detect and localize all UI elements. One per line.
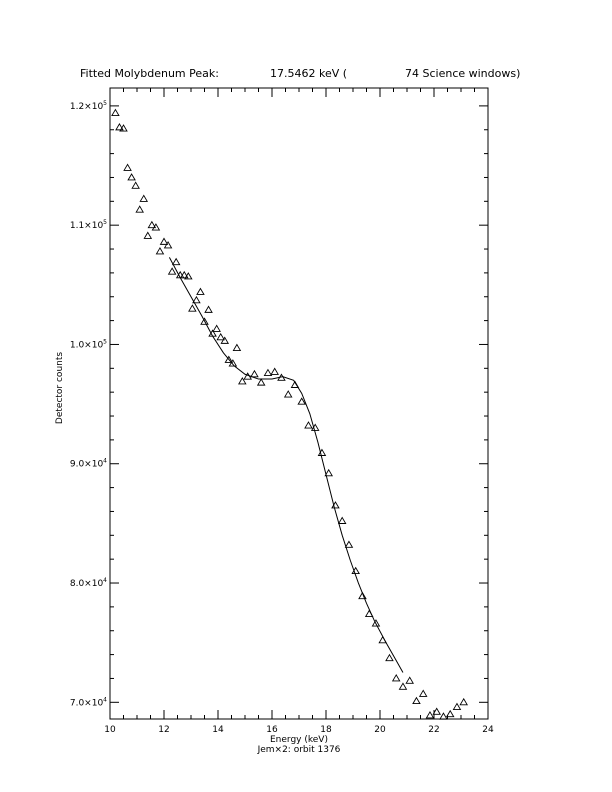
y-tick-label: $9.0\times 10^4$ <box>69 457 107 470</box>
y-tick-label: $1.0\times 10^5$ <box>69 338 107 351</box>
data-point-triangle <box>161 238 168 244</box>
data-points <box>112 110 467 720</box>
y-tick-label: $8.0\times 10^4$ <box>69 577 107 590</box>
data-point-triangle <box>205 306 212 312</box>
data-point-triangle <box>285 391 292 397</box>
data-point-triangle <box>173 259 180 265</box>
x-tick-label: 16 <box>266 725 278 735</box>
x-tick-label: 10 <box>104 725 116 735</box>
y-tick-label: $1.1\times 10^5$ <box>69 219 107 232</box>
chart-title-windows: 74 Science windows) <box>405 67 521 80</box>
data-point-triangle <box>169 268 176 274</box>
data-point-triangle <box>140 195 147 201</box>
data-point-triangle <box>251 371 258 377</box>
data-point-triangle <box>264 370 271 376</box>
x-tick-label: 24 <box>482 725 494 735</box>
data-point-triangle <box>124 164 131 170</box>
data-point-triangle <box>144 232 151 238</box>
data-point-triangle <box>132 182 139 188</box>
fit-curve <box>169 257 403 672</box>
data-point-triangle <box>258 379 265 385</box>
data-point-triangle <box>460 699 467 705</box>
data-point-triangle <box>271 368 278 374</box>
data-point-triangle <box>386 655 393 661</box>
data-point-triangle <box>233 345 240 351</box>
data-point-triangle <box>197 288 204 294</box>
y-tick-label: $1.2\times 10^5$ <box>69 99 107 112</box>
data-point-triangle <box>453 704 460 710</box>
data-point-triangle <box>217 334 224 340</box>
data-point-triangle <box>413 698 420 704</box>
chart-title-label: Fitted Molybdenum Peak: <box>80 67 219 80</box>
data-point-triangle <box>128 174 135 180</box>
data-point-triangle <box>305 422 312 428</box>
data-point-triangle <box>116 124 123 130</box>
data-point-triangle <box>165 242 172 248</box>
fit-curve-path <box>169 257 403 672</box>
data-point-triangle <box>393 675 400 681</box>
data-point-triangle <box>339 517 346 523</box>
x-tick-label: 20 <box>374 725 386 735</box>
data-point-triangle <box>426 712 433 718</box>
data-point-triangle <box>189 305 196 311</box>
y-tick-label: $7.0\times 10^4$ <box>69 696 107 709</box>
data-point-triangle <box>420 690 427 696</box>
data-point-triangle <box>399 683 406 689</box>
x-tick-label: 18 <box>320 725 332 735</box>
data-point-triangle <box>345 541 352 547</box>
data-point-triangle <box>136 206 143 212</box>
data-point-triangle <box>156 248 163 254</box>
x-tick-label: 22 <box>428 725 440 735</box>
x-axis-label: Energy (keV) <box>270 735 328 745</box>
data-point-triangle <box>213 325 220 331</box>
x-tick-label: 14 <box>212 725 224 735</box>
data-point-triangle <box>112 110 119 116</box>
x-axis-tick-labels <box>104 725 494 735</box>
chart-title <box>80 67 520 80</box>
y-axis-tick-labels <box>70 100 107 708</box>
x-tick-label: 12 <box>158 725 170 735</box>
chart-title-energy: 17.5462 keV ( <box>270 67 348 80</box>
data-point-triangle <box>406 677 413 683</box>
data-point-triangle <box>440 713 447 719</box>
y-axis-label: Detector counts <box>55 351 65 425</box>
chart-caption: Jem×2: orbit 1376 <box>257 745 341 755</box>
data-point-triangle <box>221 337 228 343</box>
